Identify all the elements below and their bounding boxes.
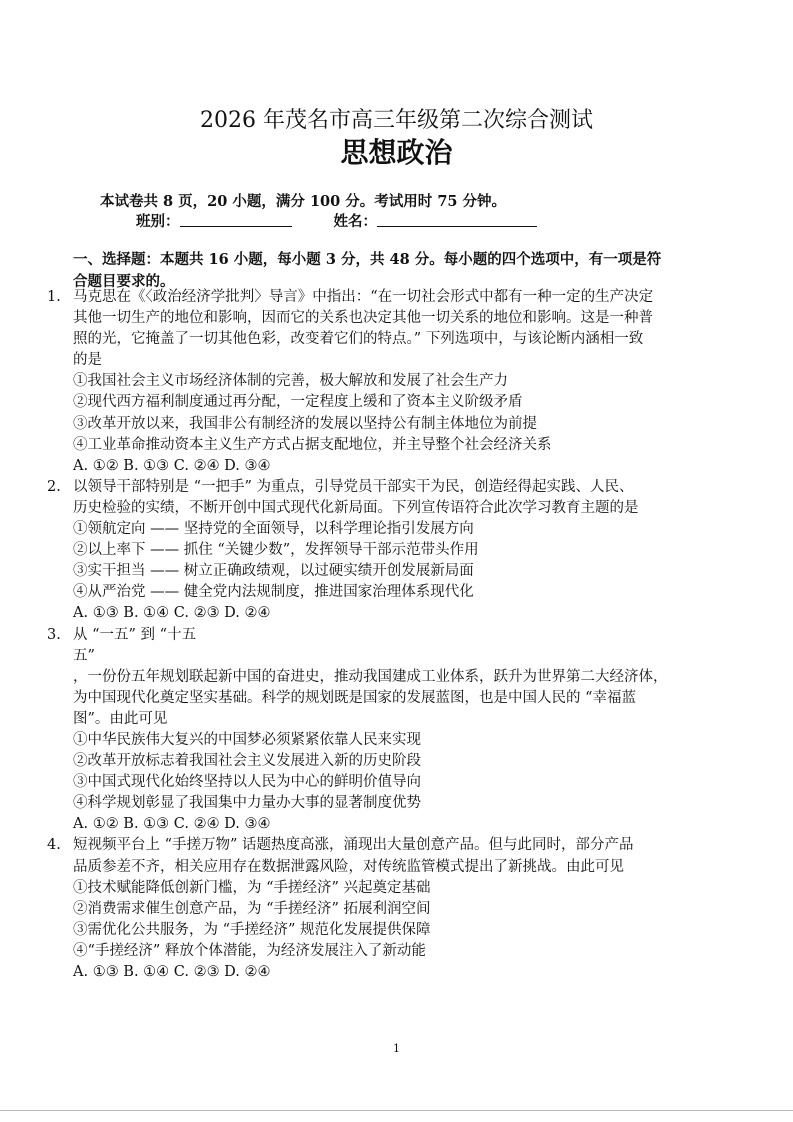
question-stem-line-text: 图”。由此可见 — [73, 710, 168, 727]
statement-option-text: ①我国社会主义市场经济体制的完善，极大解放和发展了社会生产力 — [73, 373, 508, 390]
statement-option-text: ①中华民族伟大复兴的中国梦必须紧紧依靠人民来实现 — [73, 731, 421, 748]
statement-option-text: ④工业革命推动资本主义生产方式占据支配地位，并主导整个社会经济关系 — [73, 436, 552, 453]
statement-option — [0, 392, 793, 413]
statement-option — [0, 899, 793, 920]
statement-option — [0, 920, 793, 941]
name-label: 姓名： — [333, 213, 377, 230]
question-stem-line — [0, 709, 793, 730]
statement-option-text: ③需优化公共服务，为 “手搓经济” 规范化发展提供保障 — [73, 921, 431, 938]
statement-option — [0, 793, 793, 814]
statement-option-text: ④从严治党 —— 健全党内法规制度，推进国家治理体系现代化 — [73, 584, 474, 601]
page-bottom-divider — [0, 1110, 793, 1111]
class-blank[interactable] — [180, 210, 292, 227]
question-stem-line-text: 马克思在《〈政治经济学批判〉导言》中指出：“在一切社会形式中都有一种一定的生产决定 — [73, 289, 654, 305]
question-stem-line-text: 其他一切生产的地位和影响，因而它的关系也决定其他一切关系的地位和影响。这是一种普 — [73, 310, 653, 327]
question-stem-line-text: 的是 — [73, 352, 102, 369]
statement-option — [0, 435, 793, 456]
statement-option — [0, 519, 793, 540]
question-stem-line — [0, 308, 793, 329]
statement-option-text: ①领航定向 —— 坚持党的全面领导，以科学理论指引发展方向 — [73, 521, 474, 538]
question-stem-line — [0, 688, 793, 709]
statement-option — [0, 414, 793, 435]
question-stem-line — [0, 835, 793, 856]
statement-option-text: ②消费需求催生创意产品，为 “手搓经济” 拓展利润空间 — [73, 900, 431, 917]
question-1 — [0, 287, 793, 477]
statement-option-text: ③改革开放以来，我国非公有制经济的发展以坚持公有制主体地位为前提 — [73, 415, 537, 432]
question-3 — [0, 625, 793, 836]
question-number: 1. — [47, 289, 61, 305]
statement-option — [0, 371, 793, 392]
question-stem-line — [0, 857, 793, 878]
answer-choices — [0, 456, 793, 477]
page-number: 1 — [393, 1042, 400, 1055]
answer-choices-text: A. ①② B. ①③ C. ②④ D. ③④ — [73, 457, 271, 474]
statement-option — [0, 561, 793, 582]
question-stem-line-text: 品质参差不齐，相关应用存在数据泄露风险，对传统监管模式提出了新挑战。由此可见 — [73, 858, 624, 875]
question-list — [0, 287, 793, 983]
question-number: 2. — [47, 478, 61, 495]
statement-option-text: ②现代西方福利制度通过再分配，一定程度上缓和了资本主义阶级矛盾 — [73, 394, 523, 411]
question-4 — [0, 835, 793, 983]
question-stem-line — [0, 477, 793, 498]
question-stem-line-text: 短视频平台上 “手搓万物” 话题热度高涨，涌现出大量创意产品。但与此同时，部分产品 — [73, 837, 634, 854]
section-line: 合题目要求的。 — [73, 273, 175, 290]
statement-option-text: ②以上率下 —— 抓住 “关键少数”，发挥领导干部示范带头作用 — [73, 542, 479, 559]
subject-title: 思想政治 — [340, 136, 453, 169]
statement-option — [0, 772, 793, 793]
statement-option-text: ④科学规划彰显了我国集中力量办大事的显著制度优势 — [73, 795, 421, 812]
question-stem-line-text: ，一份份五年规划联起新中国的奋进史，推动我国建成工业体系，跃升为世界第二大经济体， — [73, 668, 668, 685]
statement-option-text: ②改革开放标志着我国社会主义发展进入新的历史阶段 — [73, 753, 421, 770]
question-stem-line — [0, 287, 793, 308]
answer-choices-text: A. ①② B. ①③ C. ②④ D. ③④ — [73, 816, 271, 833]
statement-option — [0, 540, 793, 561]
statement-option — [0, 941, 793, 962]
question-stem-line — [0, 498, 793, 519]
answer-choices-text: A. ①③ B. ①④ C. ②③ D. ②④ — [73, 605, 271, 622]
statement-option — [0, 582, 793, 603]
question-stem-line-text: 从 “一五” 到 “十五 — [73, 626, 197, 643]
question-stem-line-text: 以领导干部特别是 “一把手” 为重点，引导党员干部实干为民，创造经得起实践、人民、 — [73, 478, 634, 495]
exam-info: 本试卷共 8 页，20 小题，满分 100 分。考试用时 75 分钟。 — [100, 193, 507, 210]
statement-option-text: ①技术赋能降低创新门槛，为 “手搓经济” 兴起奠定基础 — [73, 879, 431, 896]
section-line: 一、选择题：本题共 16 小题，每小题 3 分，共 48 分。每小题的四个选项中，有一项是符 — [73, 251, 662, 268]
statement-option — [0, 751, 793, 772]
statement-option-text: ③中国式现代化始终坚持以人民为中心的鲜明价值导向 — [73, 774, 421, 791]
question-stem-line-text: 历史检验的实绩，不断开创中国式现代化新局面。下列宣传语符合此次学习教育主题的是 — [73, 499, 639, 516]
student-fields — [136, 210, 537, 231]
statement-option — [0, 730, 793, 751]
question-number: 4. — [47, 837, 61, 854]
statement-option-text: ④“手搓经济” 释放个体潜能，为经济发展注入了新动能 — [73, 942, 426, 959]
question-stem-line-text: 五” — [73, 647, 95, 664]
question-2 — [0, 477, 793, 625]
question-stem-line — [0, 350, 793, 371]
question-stem-line — [0, 329, 793, 350]
question-stem-line-text: 照的光，它掩盖了一切其他色彩，改变着它们的特点。” 下列选项中，与该论断内涵相一致 — [73, 331, 644, 348]
question-number: 3. — [47, 626, 61, 643]
answer-choices — [0, 603, 793, 624]
answer-choices — [0, 962, 793, 983]
statement-option-text: ③实干担当 —— 树立正确政绩观，以过硬实绩开创发展新局面 — [73, 563, 474, 580]
answer-choices-text: A. ①③ B. ①④ C. ②③ D. ②④ — [73, 964, 271, 980]
exam-title: 2026 年茂名市高三年级第二次综合测试 — [200, 108, 593, 133]
class-label: 班别： — [136, 213, 180, 230]
name-blank[interactable] — [377, 210, 537, 227]
question-stem-line-text: 为中国现代化奠定坚实基础。科学的规划既是国家的发展蓝图，也是中国人民的 “幸福蓝 — [73, 689, 637, 706]
statement-option — [0, 878, 793, 899]
question-stem-line — [0, 646, 793, 667]
answer-choices — [0, 814, 793, 835]
question-stem-line — [0, 667, 793, 688]
question-stem-line — [0, 625, 793, 646]
